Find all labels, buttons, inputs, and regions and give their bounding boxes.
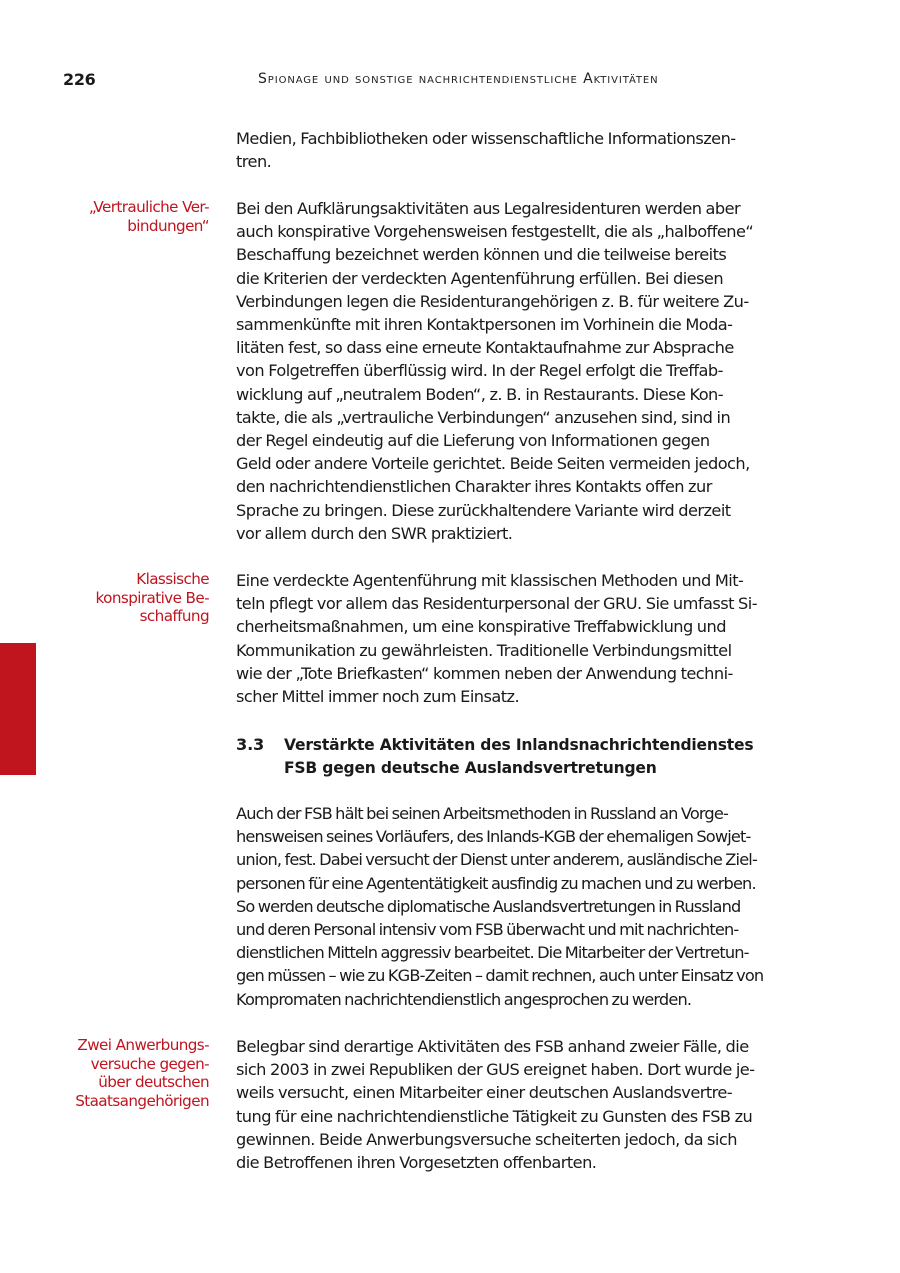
paragraph-2 xyxy=(236,197,802,545)
text-line: takte, die als „vertrauliche Verbindungen“ anzusehen sind, sind in xyxy=(236,407,731,427)
text-line: litäten fest, so dass eine erneute Kontaktaufnahme zur Absprache xyxy=(236,338,734,358)
text-line: union, fest. Dabei versucht der Dienst unter anderem, ausländische Ziel- xyxy=(236,850,757,870)
running-header: Spionage und sonstige nachrichtendienstliche Aktivitäten xyxy=(258,71,659,87)
text-line: Medien, Fachbibliotheken oder wissenschaftliche Informationszen- xyxy=(236,129,736,148)
text-line: Bei den Aufklärungsaktivitäten aus Legalresidenturen werden aber xyxy=(236,199,741,218)
text-line: Kompromaten nachrichtendienstlich angesprochen zu werden. xyxy=(236,989,692,1009)
margin-note-line: schaffung xyxy=(139,607,209,626)
text-line: wie der „Tote Briefkasten“ kommen neben der Anwendung techni- xyxy=(236,663,733,683)
text-line: sammenkünfte mit ihren Kontaktpersonen im Vorhinein die Moda- xyxy=(236,315,733,335)
paragraph-4 xyxy=(236,802,802,1011)
text-line: gen müssen – wie zu KGB-Zeiten – damit rechnen, auch unter Einsatz von xyxy=(236,966,764,986)
text-line: teln pflegt vor allem das Residenturpersonal der GRU. Sie umfasst Si- xyxy=(236,594,757,614)
text-line: wicklung auf „neutralem Boden“, z. B. in Restaurants. Diese Kon- xyxy=(236,384,724,404)
paragraph-3 xyxy=(236,569,802,708)
text-line: Geld oder andere Vorteile gerichtet. Beide Seiten vermeiden jedoch, xyxy=(236,454,750,474)
section-title xyxy=(284,733,824,779)
text-line: Auch der FSB hält bei seinen Arbeitsmethoden in Russland an Vorge- xyxy=(236,804,728,823)
section-title-line: Verstärkte Aktivitäten des Inlandsnachrichtendienstes xyxy=(284,735,754,754)
text-line: der Regel eindeutig auf die Lieferung von Informationen gegen xyxy=(236,431,710,451)
text-line: die Kriterien der verdeckten Agentenführung erfüllen. Bei diesen xyxy=(236,268,724,288)
margin-note-line: Staatsangehörigen xyxy=(75,1091,209,1110)
text-line: vor allem durch den SWR praktiziert. xyxy=(236,523,513,543)
text-line: Belegbar sind derartige Aktivitäten des FSB anhand zweier Fälle, die xyxy=(236,1037,749,1056)
text-line: auch konspirative Vorgehensweisen festgestellt, die als „halboffene“ xyxy=(236,222,754,242)
text-line: sich 2003 in zwei Republiken der GUS ereignet haben. Dort wurde je- xyxy=(236,1060,755,1080)
text-line: So werden deutsche diplomatische Auslandsvertretungen in Russland xyxy=(236,896,741,916)
text-line: personen für eine Agententätigkeit ausfindig zu machen und zu werben. xyxy=(236,873,756,893)
margin-note-line: bindungen“ xyxy=(127,216,209,235)
margin-note-line: konspirative Be- xyxy=(95,588,209,607)
text-line: von Folgetreffen überflüssig wird. In der Regel erfolgt die Treffab- xyxy=(236,361,723,381)
text-line: den nachrichtendienstlichen Charakter ihres Kontakts offen zur xyxy=(236,477,712,497)
margin-note-line: Klassische xyxy=(136,570,209,588)
margin-note-anwerbungsversuche xyxy=(39,1036,209,1110)
thumb-index-bar xyxy=(0,643,36,775)
page-number: 226 xyxy=(63,70,96,89)
margin-note-line: „Vertrauliche Ver- xyxy=(88,198,209,216)
paragraph-5 xyxy=(236,1035,802,1174)
margin-note-klassische-beschaffung xyxy=(39,570,209,626)
margin-note-vertrauliche-verbindungen xyxy=(39,198,209,235)
text-line: scher Mittel immer noch zum Einsatz. xyxy=(236,687,520,707)
text-line: tung für eine nachrichtendienstliche Tätigkeit zu Gunsten des FSB zu xyxy=(236,1106,753,1126)
section-title-line: FSB gegen deutsche Auslandsvertretungen xyxy=(284,758,657,778)
text-line: Eine verdeckte Agentenführung mit klassischen Methoden und Mit- xyxy=(236,571,744,590)
text-line: Kommunikation zu gewährleisten. Traditionelle Verbindungsmittel xyxy=(236,640,732,660)
paragraph-1 xyxy=(236,127,802,173)
section-number: 3.3 xyxy=(236,735,265,754)
text-line: Beschaffung bezeichnet werden können und die teilweise bereits xyxy=(236,245,727,265)
text-line: hensweisen seines Vorläufers, des Inlands-KGB der ehemaligen Sowjet- xyxy=(236,827,751,847)
text-line: und deren Personal intensiv vom FSB überwacht und mit nachrichten- xyxy=(236,920,739,940)
text-line: die Betroffenen ihren Vorgesetzten offenbarten. xyxy=(236,1153,597,1173)
text-line: weils versucht, einen Mitarbeiter einer deutschen Auslandsvertre- xyxy=(236,1083,733,1103)
text-line: Verbindungen legen die Residenturangehörigen z. B. für weitere Zu- xyxy=(236,291,749,311)
text-line: gewinnen. Beide Anwerbungsversuche scheiterten jedoch, da sich xyxy=(236,1129,737,1149)
margin-note-line: Zwei Anwerbungs- xyxy=(77,1036,209,1054)
margin-note-line: über deutschen xyxy=(98,1073,209,1092)
text-line: tren. xyxy=(236,152,272,172)
text-line: Sprache zu bringen. Diese zurückhaltendere Variante wird derzeit xyxy=(236,500,731,520)
text-line: cherheitsmaßnahmen, um eine konspirative Treffabwicklung und xyxy=(236,617,726,637)
text-line: dienstlichen Mitteln aggressiv bearbeitet. Die Mitarbeiter der Vertretun- xyxy=(236,943,749,963)
margin-note-line: versuche gegen- xyxy=(90,1054,209,1073)
